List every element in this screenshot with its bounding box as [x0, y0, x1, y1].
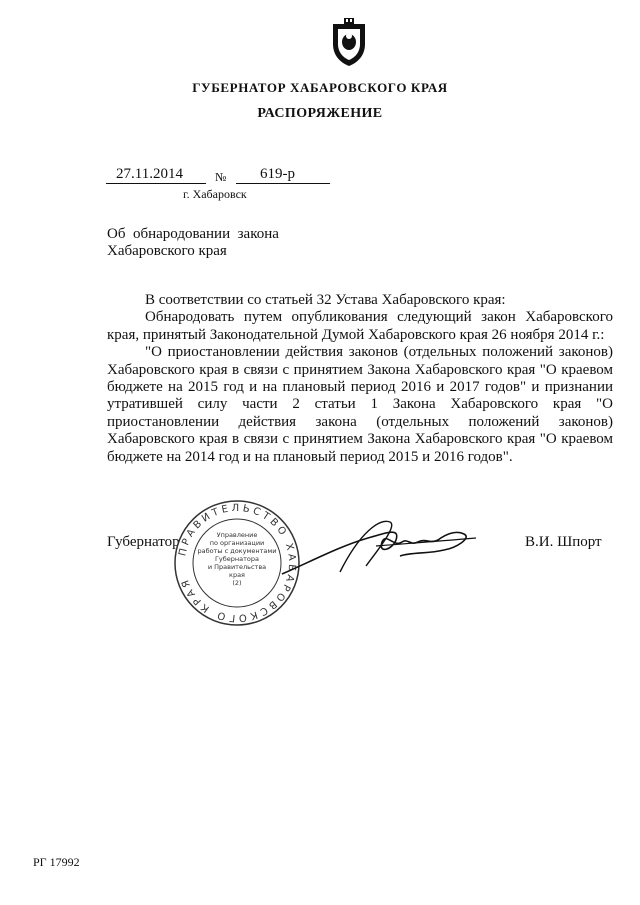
document-body	[107, 292, 613, 466]
signatory-name: В.И. Шпорт	[525, 534, 602, 550]
document-date: 27.11.2014	[116, 166, 183, 182]
date-underline	[106, 183, 206, 184]
stamp-line: Управление	[216, 531, 258, 539]
stamp-line: (2)	[232, 579, 242, 587]
document-subject	[107, 226, 279, 260]
subject-line: Об обнародовании закона	[107, 226, 279, 242]
issuer-title: ГУБЕРНАТОР ХАБАРОВСКОГО КРАЯ	[192, 80, 448, 95]
number-underline	[236, 183, 330, 184]
coat-of-arms-icon	[329, 16, 369, 68]
body-paragraph: В соответствии со статьей 32 Устава Хабаровского края:	[145, 292, 506, 308]
document-number: 619-р	[260, 166, 295, 182]
stamp-line: края	[229, 571, 245, 579]
body-paragraph: "О приостановлении действия законов (отдельных положений законов) Хабаровского края в связи с принятием Закона Хабаровского края "О краевом бюджете на 2015 год и на плановый период 2016 и 2017 годов" и признании утратившей силу части 2 статьи 1 Закона Хабаровского края "О приостановлении действия закона (отдельных положений законов) Хабаровского края в связи с принятием Закона Хабаровского края "О краевом бюджете на 2014 год и на плановый период 2015 и 2016 годов".	[107, 344, 613, 465]
document-type: РАСПОРЯЖЕНИЕ	[257, 106, 383, 121]
stamp-line: по организации	[209, 539, 265, 547]
stamp-line: и Правительства	[207, 563, 267, 571]
number-sign: №	[215, 170, 227, 184]
stamp-line: Губернатора	[214, 555, 260, 563]
signatory-title: Губернатор	[107, 534, 180, 550]
stamp-line: работы с документами	[197, 547, 277, 555]
subject-line: Хабаровского края	[107, 243, 227, 259]
stamp-outer-text: ПРАВИТЕЛЬСТВО ХАБАРОВСКОГО КРАЯ	[177, 502, 298, 624]
handwritten-signature	[280, 512, 480, 584]
document-city: г. Хабаровск	[183, 187, 247, 201]
body-paragraph: Обнародовать путем опубликования следующий закон Хабаровского края, принятый Законодательной Думой Хабаровского края 26 ноября 2014 г.:	[107, 309, 613, 343]
registration-number: РГ 17992	[33, 855, 80, 869]
